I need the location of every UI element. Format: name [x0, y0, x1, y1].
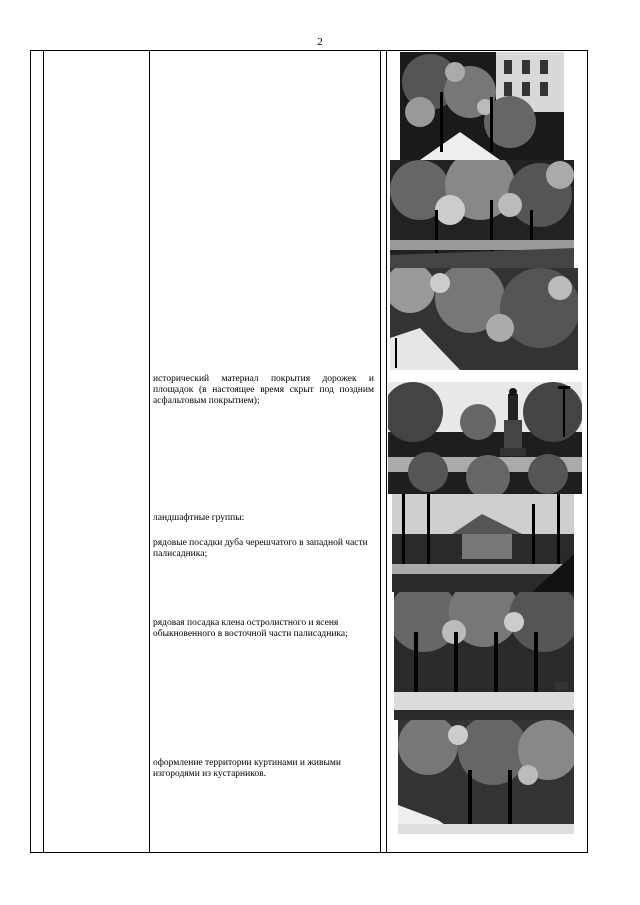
- park-bushes-photo: [390, 268, 578, 370]
- table-column-divider: [149, 51, 150, 852]
- landscape-groups-heading: ландшафтные группы:: [153, 513, 245, 523]
- hedges-description: оформление территории куртинами и живыми изгородями из кустарников.: [153, 758, 341, 779]
- park-building-photo: [400, 52, 564, 160]
- table-column-divider: [380, 51, 381, 852]
- monument-photo: [388, 382, 582, 494]
- maple-row-description: рядовая посадка клена остролистного и ясеня обыкновенного в восточной части палисадника;: [153, 618, 348, 639]
- oak-row-description: рядовые посадки дуба черешчатого в западной части палисадника;: [153, 538, 368, 559]
- hedges-photo: [398, 720, 574, 834]
- oak-row-photo: [392, 494, 574, 592]
- maple-row-photo: [394, 592, 574, 720]
- table-column-divider: [43, 51, 44, 852]
- paving-description: исторический материал покрытия дорожек и площадок (в настоящее время скрыт под поздним асфальтовым покрытием);: [153, 374, 374, 406]
- page-number: 2: [317, 36, 323, 48]
- park-trees-photo: [390, 160, 574, 268]
- table-column-divider: [386, 51, 387, 852]
